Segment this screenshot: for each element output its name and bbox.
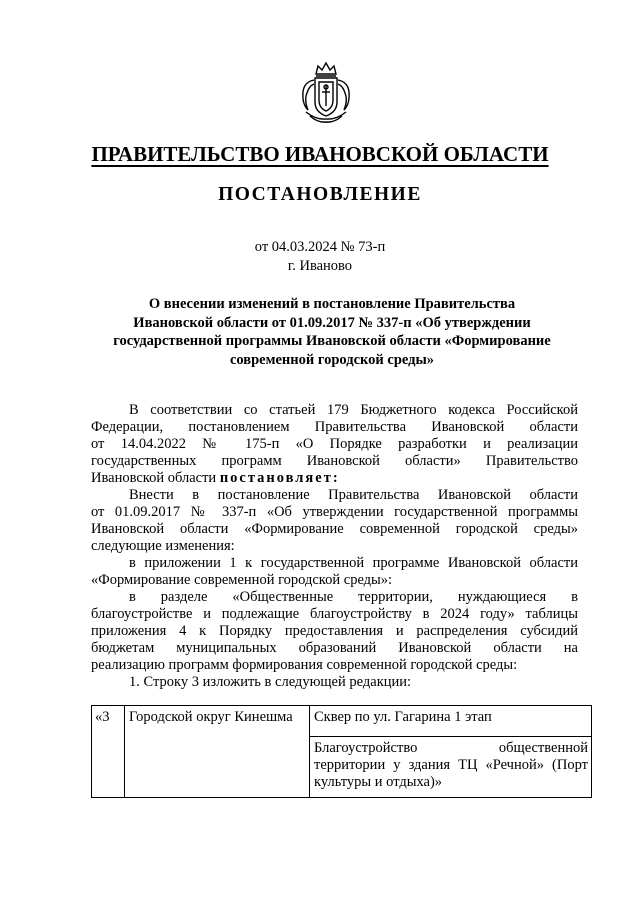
government-title: ПРАВИТЕЛЬСТВО ИВАНОВСКОЙ ОБЛАСТИ <box>91 142 549 166</box>
item-cell: Сквер по ул. Гагарина 1 этап <box>310 706 592 737</box>
body-line <box>91 470 578 487</box>
subject-line: О внесении изменений в постановление Правительства <box>148 296 516 312</box>
paragraph-5 <box>91 674 578 691</box>
body-line: Федерации, постановлением Правительства Ивановской области <box>91 419 578 435</box>
subject-line: современной городской среды» <box>229 351 435 368</box>
body-line: в приложении 1 к государственной программе Ивановской области <box>129 555 578 571</box>
decree-word: постановляет: <box>219 470 340 486</box>
body-line: благоустройстве и подлежащие благоустройству в 2024 году» таблицы <box>91 606 578 622</box>
body-line: 1. Строку 3 изложить в следующей редакции: <box>129 674 412 690</box>
subject-line: Ивановской области от 01.09.2017 № 337-п «Об утверждении <box>133 314 531 331</box>
body-line: бюджетам муниципальных образований Ивановской области на <box>91 640 578 656</box>
cell-line: Благоустройство общественной <box>314 740 588 756</box>
body-line: от 01.09.2017 № 337-п «Об утверждении государственной программы <box>91 504 578 520</box>
paragraph-4 <box>91 589 578 674</box>
body-line: от 14.04.2022 № 175-п «О Порядке разработки и реализации <box>91 436 578 452</box>
row-number-cell: «3 <box>92 706 125 798</box>
body-line: в разделе «Общественные территории, нуждающиеся в <box>129 589 578 605</box>
cell-line: культуры и отдыха)» <box>314 774 443 790</box>
body-line: приложения 4 к Порядку предоставления и распределения субсидий <box>91 623 578 639</box>
document-subject <box>98 295 566 369</box>
body-line: реализацию программ формирования современной городской среды: <box>91 657 518 673</box>
body-line: Внести в постановление Правительства Ивановской области <box>129 487 578 503</box>
body-line: следующие изменения: <box>91 538 235 554</box>
item-cell <box>310 737 592 798</box>
body-line: В соответствии со статьей 179 Бюджетного кодекса Российской <box>129 402 578 418</box>
city: г. Иваново <box>287 258 353 274</box>
municipality-cell: Городской округ Кинешма <box>125 706 310 798</box>
body-line: Ивановской области «Формирование современной городской среды» <box>91 521 578 537</box>
body-text: Ивановской области <box>91 470 220 486</box>
paragraph-2 <box>91 487 578 555</box>
body-line: государственных программ Ивановской области» Правительство <box>91 453 578 469</box>
body-line: «Формирование современной городской среды»: <box>91 572 393 588</box>
cell-line: территории у здания ТЦ «Речной» (Порт <box>314 757 588 773</box>
subject-line: государственной программы Ивановской области «Формирование <box>113 333 551 349</box>
table-row <box>92 706 592 737</box>
program-table <box>91 705 592 798</box>
ivanovo-coat-of-arms-icon <box>298 60 354 126</box>
document-body <box>91 402 578 691</box>
paragraph-3 <box>91 555 578 589</box>
document-type: ПОСТАНОВЛЕНИЕ <box>218 184 422 205</box>
paragraph-1 <box>91 402 578 487</box>
date-number: от 04.03.2024 № 73-п <box>254 239 386 255</box>
